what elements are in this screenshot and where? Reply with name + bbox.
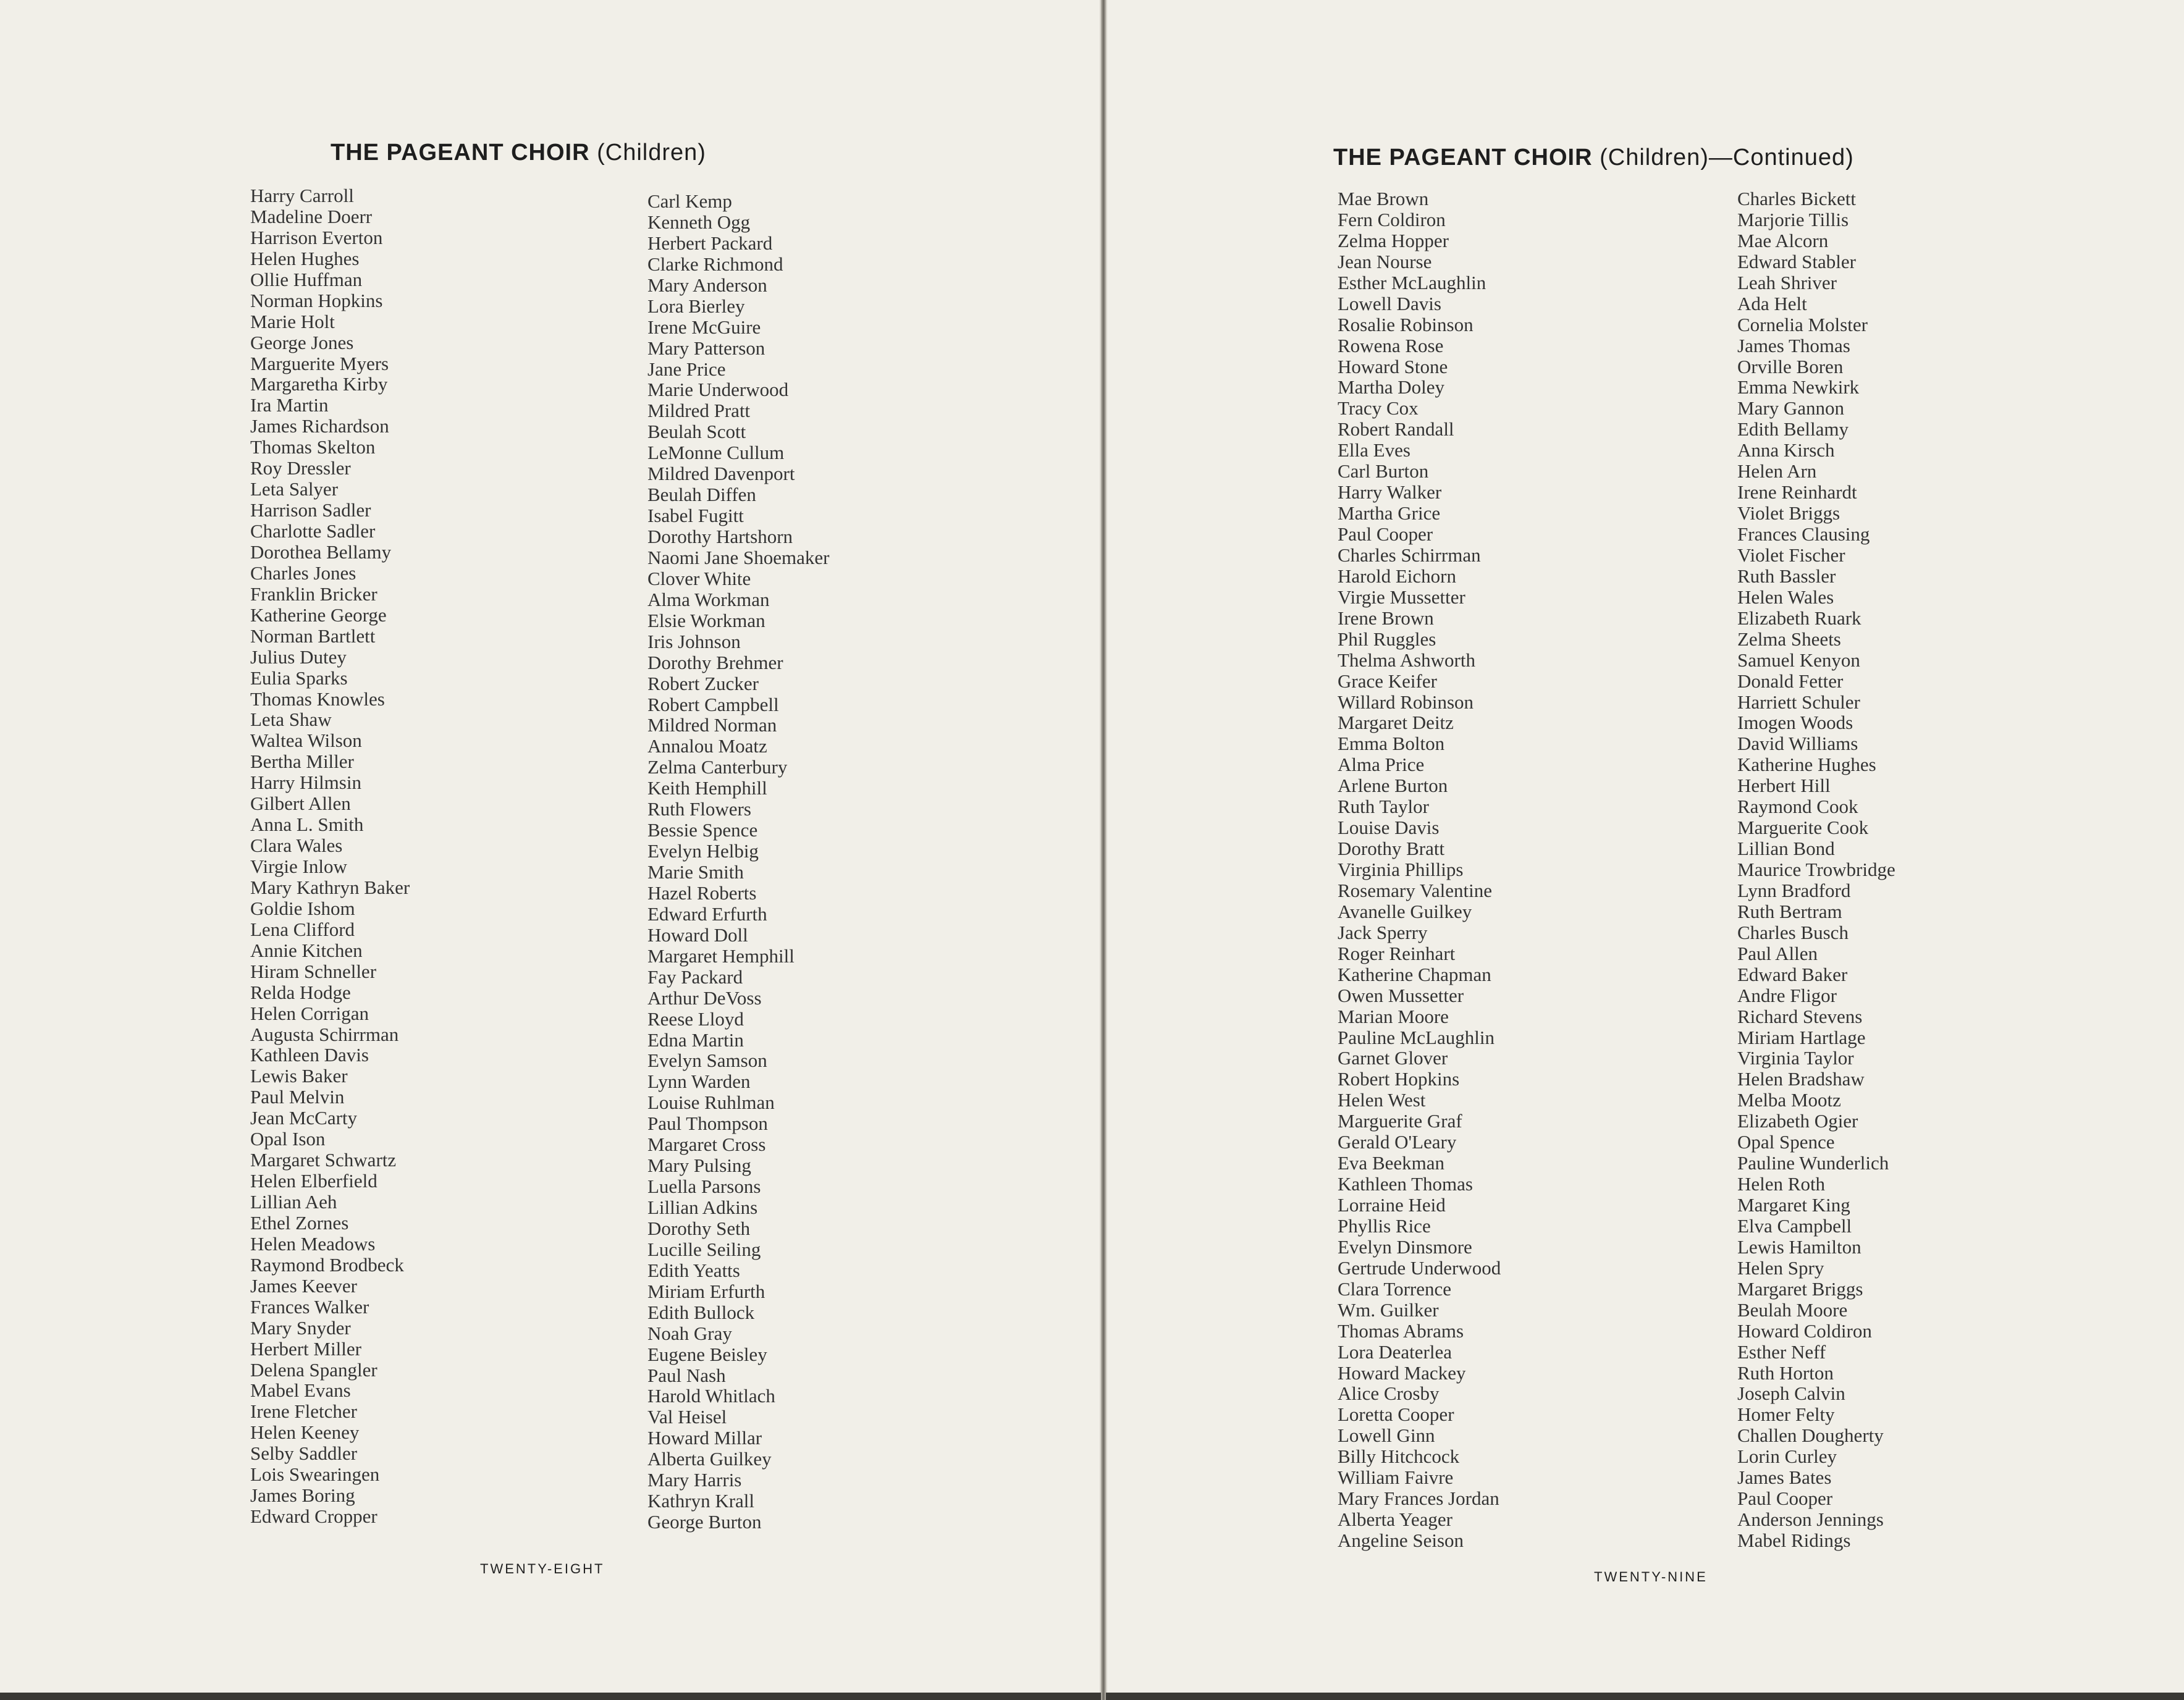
list-item: Margaret Cross [647, 1134, 766, 1156]
list-item: Helen Spry [1737, 1256, 1824, 1279]
right-page [1106, 0, 2184, 1693]
list-item: Esther Neff [1737, 1340, 1826, 1363]
list-item: Martha Grice [1338, 502, 1441, 524]
list-item: Katherine George [250, 604, 387, 626]
list-item: Marjorie Tillis [1737, 208, 1849, 230]
list-item: Lillian Bond [1737, 838, 1835, 860]
list-item: Eulia Sparks [250, 667, 348, 689]
list-item: Thomas Skelton [250, 436, 376, 458]
list-item: Lorraine Heid [1338, 1194, 1446, 1216]
list-item: Avanelle Guilkey [1338, 900, 1472, 922]
list-item: James Boring [250, 1484, 355, 1507]
list-item: Frances Clausing [1737, 523, 1870, 545]
list-item: Imogen Woods [1737, 712, 1853, 734]
list-item: Samuel Kenyon [1737, 649, 1860, 671]
list-item: Tracy Cox [1338, 397, 1419, 419]
list-item: Beulah Diffen [647, 484, 756, 506]
list-item: Beulah Moore [1737, 1298, 1848, 1321]
list-item: Waltea Wilson [250, 730, 362, 752]
list-item: Alberta Guilkey [647, 1448, 772, 1470]
list-item: Marie Underwood [647, 379, 789, 401]
list-item: Thomas Abrams [1338, 1319, 1464, 1342]
name-column-1 [1338, 188, 1501, 1551]
list-item: Jean Nourse [1338, 250, 1432, 272]
list-item: Helen Hughes [250, 247, 360, 269]
list-item: Loretta Cooper [1338, 1403, 1454, 1426]
list-item: Herbert Hill [1737, 775, 1831, 797]
list-item: Evelyn Dinsmore [1338, 1235, 1472, 1258]
list-item: Mae Brown [1338, 188, 1429, 209]
list-item: Lillian Aeh [250, 1191, 337, 1213]
list-item: Rosemary Valentine [1338, 879, 1492, 901]
list-item: Lois Swearingen [250, 1463, 380, 1486]
list-item: Arlene Burton [1338, 775, 1448, 797]
list-item: Bertha Miller [250, 751, 354, 773]
list-item: Howard Mackey [1338, 1361, 1466, 1384]
list-item: Orville Boren [1737, 355, 1844, 377]
list-item: Mary Frances Jordan [1338, 1488, 1499, 1510]
list-item: Mae Alcorn [1737, 229, 1829, 251]
name-column-2 [647, 191, 829, 1533]
list-item: Margaret Deitz [1338, 712, 1454, 734]
list-item: Margaret King [1737, 1194, 1850, 1216]
list-item: Zelma Sheets [1737, 628, 1841, 650]
list-item: Elizabeth Ruark [1737, 607, 1861, 629]
list-item: Ira Martin [250, 394, 329, 416]
list-item: Kathleen Thomas [1338, 1173, 1473, 1195]
list-item: David Williams [1737, 733, 1858, 755]
list-item: Mary Kathryn Baker [250, 876, 410, 898]
list-item: George Jones [250, 331, 354, 353]
list-item: Alice Crosby [1338, 1382, 1440, 1405]
list-item: Clara Torrence [1338, 1277, 1452, 1300]
list-item: Zelma Hopper [1338, 229, 1449, 251]
list-item: Howard Millar [647, 1427, 762, 1449]
list-item: Alma Price [1338, 754, 1425, 776]
list-item: Lynn Warden [647, 1071, 751, 1093]
list-item: Richard Stevens [1737, 1005, 1863, 1027]
list-item: Marguerite Graf [1338, 1110, 1462, 1132]
list-item: Arthur DeVoss [647, 987, 762, 1009]
list-item: William Faivre [1338, 1466, 1454, 1489]
page-heading [331, 140, 706, 166]
list-item: Charlotte Sadler [250, 520, 376, 542]
list-item: James Thomas [1737, 334, 1850, 356]
list-item: Esther McLaughlin [1338, 271, 1486, 293]
list-item: Charles Bickett [1737, 188, 1856, 209]
list-item: Irene McGuire [647, 316, 761, 338]
list-item: Mildred Pratt [647, 400, 751, 422]
list-item: Anna Kirsch [1737, 439, 1835, 461]
heading-sub: (Children)—Continued) [1600, 145, 1854, 170]
list-item: Alma Workman [647, 588, 770, 610]
list-item: Augusta Schirrman [250, 1023, 399, 1045]
list-item: Violet Briggs [1737, 502, 1840, 524]
list-item: Wm. Guilker [1338, 1298, 1439, 1321]
list-item: Edna Martin [647, 1029, 744, 1051]
list-item: Maurice Trowbridge [1737, 859, 1895, 880]
list-item: Dorothy Bratt [1338, 838, 1445, 860]
list-item: Jack Sperry [1338, 921, 1428, 943]
list-item: Herbert Packard [647, 232, 773, 254]
list-item: Pauline McLaughlin [1338, 1026, 1495, 1048]
list-item: Phil Ruggles [1338, 628, 1436, 650]
list-item: Isabel Fugitt [647, 505, 744, 527]
list-item: Dorothea Bellamy [250, 541, 392, 563]
list-item: Helen Keeney [250, 1421, 360, 1444]
list-item: Beulah Scott [647, 421, 746, 443]
list-item: Clover White [647, 567, 751, 589]
list-item: Katherine Chapman [1338, 963, 1491, 985]
list-item: Andre Fligor [1737, 984, 1837, 1006]
list-item: Edith Bullock [647, 1301, 755, 1323]
list-item: Iris Johnson [647, 630, 741, 652]
list-item: Emma Bolton [1338, 733, 1445, 755]
list-item: Eva Beekman [1338, 1152, 1445, 1174]
list-item: Edward Stabler [1737, 250, 1856, 272]
list-item: Charles Busch [1737, 921, 1849, 943]
list-item: Naomi Jane Shoemaker [647, 546, 830, 568]
heading-main: THE PAGEANT CHOIR [1333, 145, 1593, 170]
list-item: Roger Reinhart [1338, 942, 1456, 964]
list-item: Mildred Davenport [647, 463, 795, 485]
list-item: Helen Corrigan [250, 1002, 369, 1024]
list-item: Herbert Miller [250, 1337, 361, 1360]
list-item: Ruth Horton [1737, 1361, 1834, 1384]
list-item: Donald Fetter [1737, 670, 1844, 692]
list-item: Leta Salyer [250, 478, 339, 500]
list-item: Carl Burton [1338, 460, 1429, 482]
page-number: TWENTY-NINE [1594, 1569, 1708, 1584]
list-item: Keith Hemphill [647, 777, 767, 799]
list-item: Elsie Workman [647, 609, 765, 631]
list-item: Gilbert Allen [250, 793, 351, 815]
list-item: Joseph Calvin [1737, 1382, 1845, 1405]
list-item: Marguerite Cook [1737, 817, 1869, 839]
list-item: Katherine Hughes [1737, 754, 1876, 776]
list-item: Lewis Hamilton [1737, 1235, 1861, 1258]
list-item: Helen Meadows [250, 1232, 376, 1255]
list-item: Paul Cooper [1338, 523, 1433, 545]
list-item: Mary Pulsing [647, 1155, 751, 1177]
list-item: Harry Walker [1338, 481, 1442, 503]
list-item: Ethel Zornes [250, 1211, 349, 1234]
list-item: Evelyn Helbig [647, 840, 759, 862]
page-number: TWENTY-EIGHT [480, 1561, 605, 1576]
list-item: Thomas Knowles [250, 688, 385, 710]
list-item: Irene Fletcher [250, 1400, 357, 1423]
list-item: Helen Arn [1737, 460, 1817, 482]
list-item: Paul Thompson [647, 1113, 768, 1135]
list-item: Virgie Inlow [250, 856, 347, 877]
list-item: Margaret Schwartz [250, 1149, 397, 1171]
list-item: Delena Spangler [250, 1358, 377, 1381]
list-item: Anna L. Smith [250, 814, 364, 836]
list-item: Margaret Briggs [1737, 1277, 1863, 1300]
list-item: Lowell Ginn [1338, 1424, 1435, 1447]
list-item: Margaretha Kirby [250, 373, 388, 395]
list-item: Rosalie Robinson [1338, 313, 1474, 335]
list-item: Robert Hopkins [1338, 1068, 1460, 1090]
list-item: LeMonne Cullum [647, 442, 785, 464]
list-item: Robert Campbell [647, 693, 779, 715]
list-item: Zelma Canterbury [647, 756, 788, 778]
list-item: Goldie Ishom [250, 897, 355, 919]
list-item: Cornelia Molster [1737, 313, 1868, 335]
list-item: Noah Gray [647, 1322, 732, 1344]
book-gutter [1101, 0, 1106, 1700]
list-item: Lewis Baker [250, 1065, 348, 1087]
list-item: Selby Saddler [250, 1442, 358, 1465]
list-item: Anderson Jennings [1737, 1509, 1884, 1531]
list-item: Jean McCarty [250, 1107, 358, 1129]
list-item: Frances Walker [250, 1295, 369, 1318]
list-item: Grace Keifer [1338, 670, 1437, 692]
list-item: Lucille Seiling [647, 1238, 761, 1260]
list-item: Raymond Brodbeck [250, 1253, 404, 1276]
list-item: Edith Yeatts [647, 1259, 740, 1281]
list-item: Irene Reinhardt [1737, 481, 1857, 503]
list-item: Harriett Schuler [1737, 691, 1860, 713]
list-item: Edward Cropper [250, 1505, 377, 1528]
list-item: Roy Dressler [250, 457, 351, 479]
list-item: Robert Randall [1338, 418, 1454, 440]
name-column-2 [1737, 188, 1895, 1551]
list-item: Opal Spence [1737, 1131, 1835, 1153]
list-item: Kathleen Davis [250, 1044, 369, 1066]
list-item: Clara Wales [250, 835, 343, 857]
list-item: Clarke Richmond [647, 253, 783, 275]
list-item: Ruth Flowers [647, 798, 751, 820]
list-item: Owen Mussetter [1338, 984, 1464, 1006]
list-item: Hazel Roberts [647, 882, 757, 904]
list-item: Kenneth Ogg [647, 211, 751, 233]
list-item: Lillian Adkins [647, 1197, 758, 1218]
list-item: Virginia Taylor [1737, 1047, 1854, 1069]
list-item: James Richardson [250, 415, 389, 437]
list-item: Howard Stone [1338, 355, 1448, 377]
list-item: Eugene Beisley [647, 1343, 767, 1365]
list-item: Charles Schirrman [1338, 544, 1481, 566]
list-item: Paul Nash [647, 1364, 726, 1386]
list-item: Homer Felty [1737, 1403, 1835, 1426]
list-item: Lora Deaterlea [1338, 1340, 1452, 1363]
list-item: Edward Baker [1737, 963, 1848, 985]
list-item: Ruth Bertram [1737, 900, 1842, 922]
list-item: Norman Bartlett [250, 625, 376, 647]
list-item: Norman Hopkins [250, 289, 383, 311]
list-item: Lena Clifford [250, 918, 355, 940]
list-item: Annie Kitchen [250, 939, 363, 961]
list-item: Angeline Seison [1338, 1530, 1464, 1551]
list-item: Dorothy Hartshorn [647, 526, 793, 547]
list-item: Lorin Curley [1737, 1445, 1837, 1468]
list-item: Ollie Huffman [250, 268, 363, 290]
list-item: Edith Bellamy [1737, 418, 1849, 440]
list-item: Helen Wales [1737, 586, 1834, 608]
list-item: Melba Mootz [1737, 1089, 1841, 1111]
heading-main: THE PAGEANT CHOIR [331, 140, 590, 166]
list-item: Paul Melvin [250, 1086, 345, 1108]
list-item: Rowena Rose [1338, 334, 1444, 356]
list-item: Harry Carroll [250, 185, 354, 206]
list-item: James Keever [250, 1274, 357, 1297]
list-item: Jane Price [647, 358, 726, 380]
list-item: Howard Doll [647, 924, 748, 946]
list-item: Thelma Ashworth [1338, 649, 1475, 671]
list-item: Alberta Yeager [1338, 1509, 1452, 1531]
list-item: George Burton [647, 1511, 762, 1533]
list-item: Mildred Norman [647, 714, 777, 736]
list-item: Reese Lloyd [647, 1008, 744, 1030]
list-item: Harrison Sadler [250, 499, 371, 521]
list-item: Elva Campbell [1737, 1214, 1852, 1237]
heading-sub: (Children) [597, 140, 706, 166]
list-item: Helen Elberfield [250, 1170, 377, 1192]
list-item: Lynn Bradford [1737, 879, 1851, 901]
list-item: Robert Zucker [647, 672, 759, 694]
list-item: Relda Hodge [250, 981, 351, 1003]
list-item: Charles Jones [250, 562, 356, 584]
list-item: Mary Anderson [647, 274, 767, 296]
list-item: Fern Coldiron [1338, 208, 1446, 230]
list-item: Irene Brown [1338, 607, 1434, 629]
list-item: Gertrude Underwood [1338, 1256, 1501, 1279]
list-item: Harrison Everton [250, 226, 383, 248]
list-item: Franklin Bricker [250, 583, 377, 605]
list-item: Garnet Glover [1338, 1047, 1448, 1069]
list-item: Julius Dutey [250, 646, 347, 668]
list-item: Helen Bradshaw [1737, 1068, 1865, 1090]
list-item: Ella Eves [1338, 439, 1410, 461]
list-item: Elizabeth Ogier [1737, 1110, 1858, 1132]
list-item: Leta Shaw [250, 709, 332, 731]
list-item: Marie Holt [250, 310, 335, 332]
list-item: Mary Patterson [647, 337, 765, 359]
list-item: Dorothy Seth [647, 1217, 751, 1239]
list-item: Leah Shriver [1737, 271, 1837, 293]
list-item: Lora Bierley [647, 295, 745, 317]
list-item: Billy Hitchcock [1338, 1445, 1460, 1468]
list-item: Pauline Wunderlich [1737, 1152, 1889, 1174]
list-item: James Bates [1737, 1466, 1832, 1489]
list-item: Mary Gannon [1737, 397, 1845, 419]
list-item: Luella Parsons [647, 1176, 761, 1198]
list-item: Hiram Schneller [250, 960, 377, 982]
list-item: Opal Ison [250, 1128, 326, 1150]
list-item: Willard Robinson [1338, 691, 1474, 713]
list-item: Howard Coldiron [1737, 1319, 1872, 1342]
list-item: Louise Davis [1338, 817, 1440, 839]
list-item: Virginia Phillips [1338, 859, 1464, 880]
list-item: Dorothy Brehmer [647, 651, 783, 673]
list-item: Harold Eichorn [1338, 565, 1456, 587]
list-item: Ruth Bassler [1737, 565, 1836, 587]
list-item: Virgie Mussetter [1338, 586, 1465, 608]
list-item: Carl Kemp [647, 190, 732, 212]
list-item: Martha Doley [1338, 376, 1445, 398]
list-item: Mabel Evans [250, 1379, 351, 1402]
list-item: Evelyn Samson [647, 1050, 767, 1072]
list-item: Ruth Taylor [1338, 796, 1429, 818]
list-item: Mary Snyder [250, 1316, 351, 1339]
page-heading [1333, 145, 1854, 171]
list-item: Helen Roth [1737, 1173, 1826, 1195]
list-item: Fay Packard [647, 966, 743, 988]
list-item: Challen Dougherty [1737, 1424, 1884, 1447]
list-item: Annalou Moatz [647, 735, 767, 757]
name-column-1 [250, 185, 410, 1527]
list-item: Emma Newkirk [1737, 376, 1860, 398]
list-item: Mabel Ridings [1737, 1530, 1851, 1551]
list-item: Paul Cooper [1737, 1488, 1833, 1510]
list-item: Marguerite Myers [250, 352, 389, 374]
list-item: Helen West [1338, 1089, 1426, 1111]
list-item: Harry Hilmsin [250, 772, 361, 794]
list-item: Miriam Erfurth [647, 1280, 765, 1302]
list-item: Violet Fischer [1737, 544, 1845, 566]
list-item: Madeline Doerr [250, 205, 373, 227]
list-item: Raymond Cook [1737, 796, 1858, 818]
list-item: Ada Helt [1737, 292, 1807, 314]
list-item: Bessie Spence [647, 819, 758, 841]
list-item: Lowell Davis [1338, 292, 1441, 314]
list-item: Val Heisel [647, 1406, 727, 1428]
list-item: Kathryn Krall [647, 1490, 755, 1512]
list-item: Louise Ruhlman [647, 1092, 775, 1114]
list-item: Miriam Hartlage [1737, 1026, 1866, 1048]
list-item: Mary Harris [647, 1469, 742, 1491]
list-item: Harold Whitlach [647, 1385, 775, 1407]
list-item: Gerald O'Leary [1338, 1131, 1457, 1153]
list-item: Margaret Hemphill [647, 945, 795, 967]
list-item: Edward Erfurth [647, 903, 767, 925]
list-item: Marie Smith [647, 861, 744, 883]
list-item: Paul Allen [1737, 942, 1818, 964]
list-item: Marian Moore [1338, 1005, 1449, 1027]
list-item: Phyllis Rice [1338, 1214, 1431, 1237]
